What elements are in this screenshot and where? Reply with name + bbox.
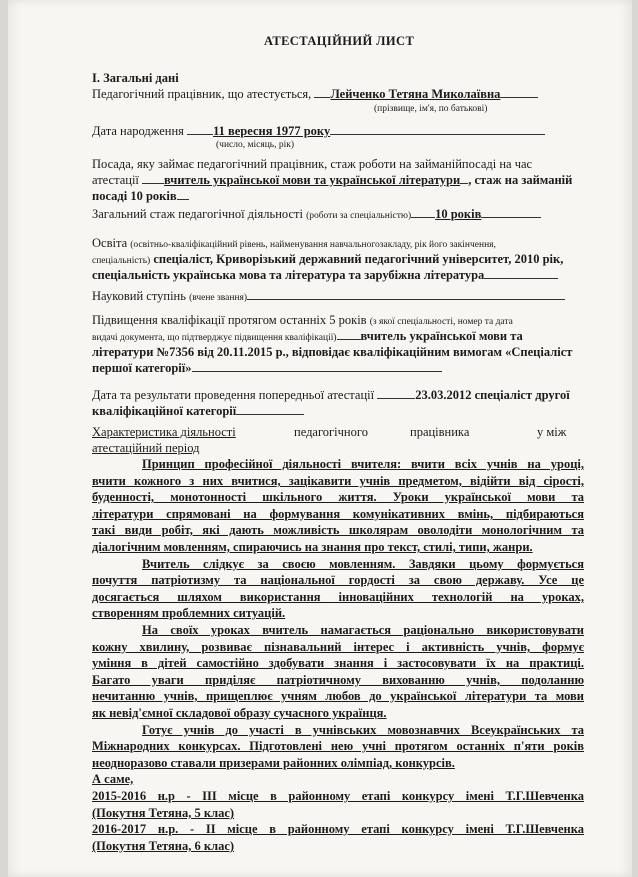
char-heading-b: педагогічного (294, 425, 368, 439)
body-line: 2015-2016 н.р - ІІІ місце в районному етапі конкурсу імені Т.Г.Шевченка (92, 789, 584, 803)
edu-label: Освіта (92, 236, 128, 250)
underline (177, 189, 189, 200)
body-line: 2016-2017 н.р. - ІІ місце в районному етапі конкурсу імені Т.Г.Шевченка (92, 822, 584, 836)
edu-row3 (92, 268, 558, 283)
body-line: створенням проблемних ситуацій. (92, 606, 286, 620)
underline (411, 207, 435, 218)
position-line1: Посада, яку займає педагогічний працівник, стаж роботи на займанійпосаді на час (92, 157, 533, 171)
birth-row (92, 124, 545, 139)
position-value: вчитель української мови та української літератури (164, 173, 461, 187)
worker-row (92, 87, 538, 102)
position-row (92, 173, 572, 188)
position-value-3: посаді 10 років (92, 189, 177, 203)
qual-row2 (92, 329, 523, 344)
qual-value-1: вчитель української мови та (360, 329, 523, 343)
char-heading-c: працівника (410, 425, 470, 439)
body-line: Готує учнів до участі в учнівських мовознавчих Всеукраїнських та (142, 723, 584, 737)
underline (142, 173, 164, 184)
edu-hint-2: спеціальність) (92, 256, 151, 266)
birth-value: 11 вересня 1977 року (213, 124, 331, 138)
worker-name: Лейченко Тетяна Миколаївна (330, 87, 501, 101)
underline (500, 87, 538, 98)
prev-label: Дата та результати проведення попередньої атестації (92, 388, 375, 402)
underline (192, 361, 442, 372)
qual-label: Підвищення кваліфікації протягом останніх 5 років (92, 313, 367, 327)
qual-value-2: літератури №7356 від 20.11.2015 р., відповідає кваліфікаційним вимогам «Спеціаліст (92, 345, 573, 359)
worker-hint: (прізвище, ім'я, по батькові) (374, 104, 488, 114)
degree-label: Науковий ступінь (92, 289, 186, 303)
position-row-3 (92, 189, 189, 204)
section-heading: І. Загальні дані (92, 71, 179, 85)
total-value: 10 років (435, 207, 482, 221)
body-line: На своїх уроках вчитель намагається раціонально використовувати (142, 623, 584, 637)
position-label: атестації (92, 173, 139, 187)
body-line: такі види робіт, які дають можливість школярам оволодіти монологічним та (92, 523, 584, 537)
underline (314, 87, 330, 98)
body-line: Вчитель слідкує за своєю мовленням. Завдяки цьому формується (142, 557, 584, 571)
qual-row1 (92, 313, 513, 328)
qual-hint-1: (з якої спеціальності, номер та дата (369, 317, 513, 327)
edu-hint-1: (освітньо-кваліфікаційний рівень, найменування навчальногозакладу, рік його закінчення, (130, 240, 496, 250)
char-heading-a: Характеристика діяльності (92, 425, 236, 439)
document-page (8, 0, 632, 877)
prev-value-2: кваліфікаційної категорії (92, 404, 237, 418)
underline (247, 289, 565, 300)
underline (337, 329, 361, 340)
birth-label: Дата народження (92, 124, 184, 138)
birth-hint: (число, місяць, рік) (216, 140, 295, 150)
edu-value-2: спеціальність українська мова та література та зарубіжна література (92, 268, 485, 282)
body-line: вчити кожного з них вчитися, зацікавити учнів предметом, відійти від сірості, (92, 474, 584, 488)
prev-row2 (92, 404, 304, 419)
edu-row1 (92, 236, 496, 251)
body-line: уміння в дітей самостійно здобувати знання і застосовувати їх на практиці. (92, 656, 584, 670)
qual-value-3: першої категорії» (92, 361, 192, 375)
underline (484, 268, 558, 279)
body-line: Міжнародних конкурсах. Підготовлені нею учні протягом останніх п'яти років (92, 739, 584, 753)
body-line: кожну хвилину, розвиває пізнавальний інтерес і активність учнів, формує (92, 640, 584, 654)
underline (481, 207, 541, 218)
underline (377, 388, 415, 399)
characteristic-heading (92, 425, 584, 440)
body-line: досягається шляхом використання інноваційних технологій на уроках, (92, 590, 584, 604)
prev-value-1: 23.03.2012 спеціаліст другої (415, 388, 570, 402)
char-heading-e: атестаційний період (92, 441, 200, 455)
total-hint: (роботи за спеціальністю) (306, 211, 412, 221)
body-line: (Покутня Тетяна, 6 клас) (92, 839, 235, 853)
page-title: АТЕСТАЦІЙНИЙ ЛИСТ (264, 34, 415, 48)
total-label: Загальний стаж педагогічної діяльності (92, 207, 303, 221)
body-line: нечитанню учнів, прищеплює учням любов до української літератури та мови (92, 689, 584, 703)
position-value-2: , стаж на займаній (468, 173, 573, 187)
edu-value-1: спеціаліст, Криворізький державний педагогічний університет, 2010 рік, (153, 252, 564, 266)
body-line: неодноразово ставали призерами районних олімпіад, конкурсів. (92, 756, 455, 770)
underline (187, 124, 213, 135)
body-line: Багато уваги приділяє патріотичному вихованню учнів, подоланню (92, 673, 584, 687)
worker-label: Педагогічний працівник, що атестується, (92, 87, 312, 101)
body-line: як невід'ємної складової образу сучасного українця. (92, 706, 387, 720)
body-line: буденності, монотонності шкільного життя. Уроки української мови та (92, 490, 584, 504)
edu-row2 (92, 252, 563, 267)
body-line: діалогічним мовленням, спираючись на знання про текст, стилі, типи, жанри. (92, 540, 533, 554)
body-line: Принцип професійної діяльності вчителя: вчити всіх учнів на уроці, (142, 457, 584, 471)
total-row (92, 207, 541, 222)
body-line: почуття патріотизму та національної гордості за свою державу. Усе це (92, 573, 584, 587)
degree-row (92, 289, 565, 304)
char-heading-d: у між (537, 425, 567, 439)
underline (330, 124, 545, 135)
body-line: А саме, (92, 772, 134, 786)
prev-row1 (92, 388, 570, 403)
qual-row4 (92, 361, 442, 376)
body-line: (Покутня Тетяна, 5 клас) (92, 806, 235, 820)
degree-hint: (вчене звання) (189, 293, 248, 303)
body-line: літератури спрямовані на формування комунікативних вмінь, підбираються (92, 507, 584, 521)
qual-hint-2: видачі документа, що підтверджує підвищення кваліфікації) (92, 333, 337, 343)
underline (236, 404, 304, 415)
